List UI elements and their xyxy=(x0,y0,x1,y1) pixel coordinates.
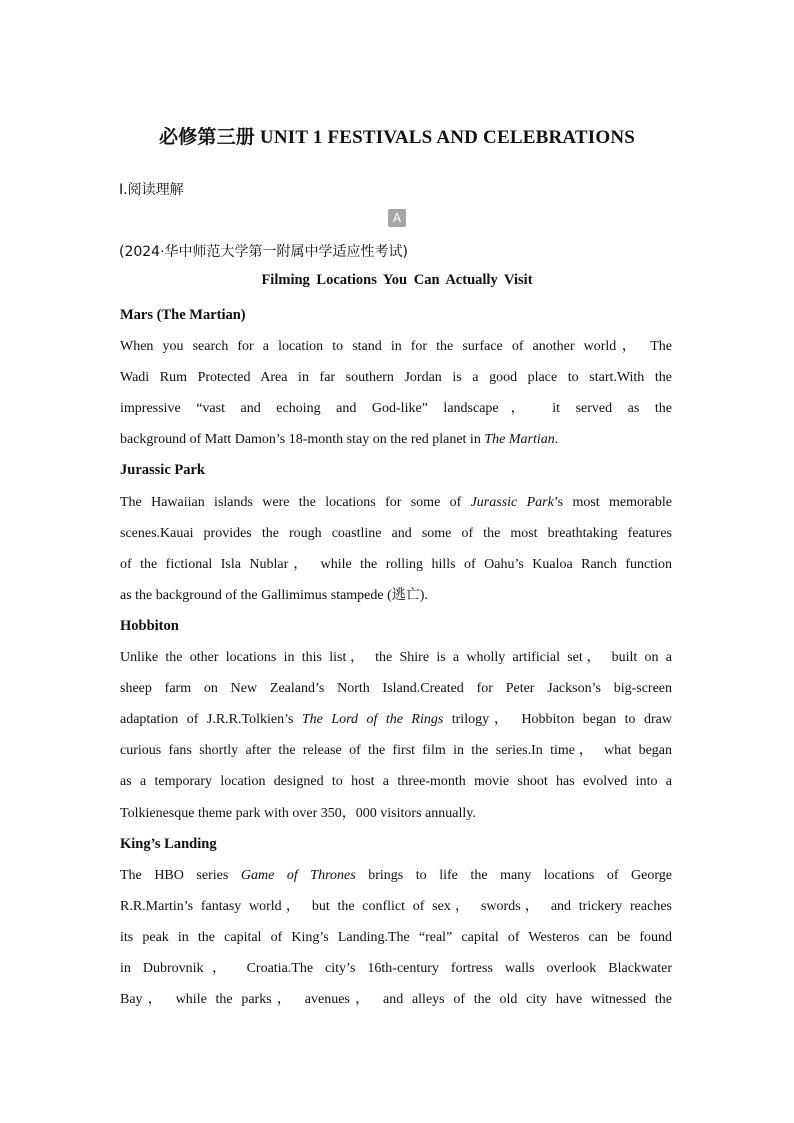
subheading-mars: Mars (The Martian) xyxy=(120,307,246,323)
paragraph-line: When you search for a location to stand in for the surface of another world， The xyxy=(120,339,672,355)
paragraph-line: Bay， while the parks， avenues， and alleys of the old city have witnessed the xyxy=(120,992,672,1008)
paragraph-line: its peak in the capital of King’s Landing.The “real” capital of Westeros can be found xyxy=(120,929,672,945)
source-note: (2024·华中师范大学第一附属中学适应性考试) xyxy=(119,244,409,260)
paragraph-line: as a temporary location designed to host a three-month movie shoot has evolved into a xyxy=(120,774,672,790)
passage-badge: A xyxy=(388,209,406,227)
series-title: Game of Thrones xyxy=(240,867,356,883)
article-title: Filming Locations You Can Actually Visit xyxy=(261,272,533,288)
paragraph-line: impressive “vast and echoing and God-like” landscape， it served as the xyxy=(120,401,672,417)
paragraph-line: Tolkienesque theme park with over 350，000 visitors annually. xyxy=(120,805,476,821)
paragraph-line: The HBO series Game of Thrones brings to life the many locations of George xyxy=(120,867,673,883)
film-title: Jurassic Park xyxy=(470,494,554,510)
subheading-hobbiton: Hobbiton xyxy=(120,617,179,634)
passage-label xyxy=(0,209,794,227)
section-heading: Ⅰ.阅读理解 xyxy=(119,182,184,198)
paragraph-line: as the background of the Gallimimus stampede (逃亡). xyxy=(120,587,428,603)
page-title: 必修第三册 UNIT 1 FESTIVALS AND CELEBRATIONS xyxy=(158,127,636,148)
subheading-kings-landing: King’s Landing xyxy=(120,835,217,852)
paragraph-line: sheep farm on New Zealand’s North Island.Created for Peter Jackson’s big-screen xyxy=(120,681,672,697)
paragraph-line: R.R.Martin’s fantasy world， but the conflict of sex， swords， and trickery reaches xyxy=(120,898,672,914)
subheading-jurassic-park: Jurassic Park xyxy=(120,462,205,479)
film-title: The Lord of the Rings xyxy=(301,712,444,728)
paragraph-line: Unlike the other locations in this list， the Shire is a wholly artificial set， built on a xyxy=(120,650,672,666)
paragraph-line: scenes.Kauai provides the rough coastline and some of the most breathtaking features xyxy=(120,525,672,541)
film-title: The Martian xyxy=(484,432,555,448)
paragraph-line: The Hawaiian islands were the locations for some of Jurassic Park’s most memorable xyxy=(120,494,672,510)
paragraph-line: Wadi Rum Protected Area in far southern Jordan is a good place to start.With the xyxy=(120,370,672,386)
paragraph-line: background of Matt Damon’s 18-month stay on the red planet in The Martian. xyxy=(120,432,559,448)
paragraph-line: curious fans shortly after the release of the first film in the series.In time， what began xyxy=(120,743,672,759)
paragraph-line: adaptation of J.R.R.Tolkien’s The Lord of the Rings trilogy， Hobbiton began to draw xyxy=(120,712,672,728)
paragraph-line: of the fictional Isla Nublar， while the rolling hills of Oahu’s Kualoa Ranch function xyxy=(120,556,672,572)
article-body xyxy=(120,300,672,1015)
paragraph-line: in Dubrovnik， Croatia.The city’s 16th-century fortress walls overlook Blackwater xyxy=(120,960,672,976)
